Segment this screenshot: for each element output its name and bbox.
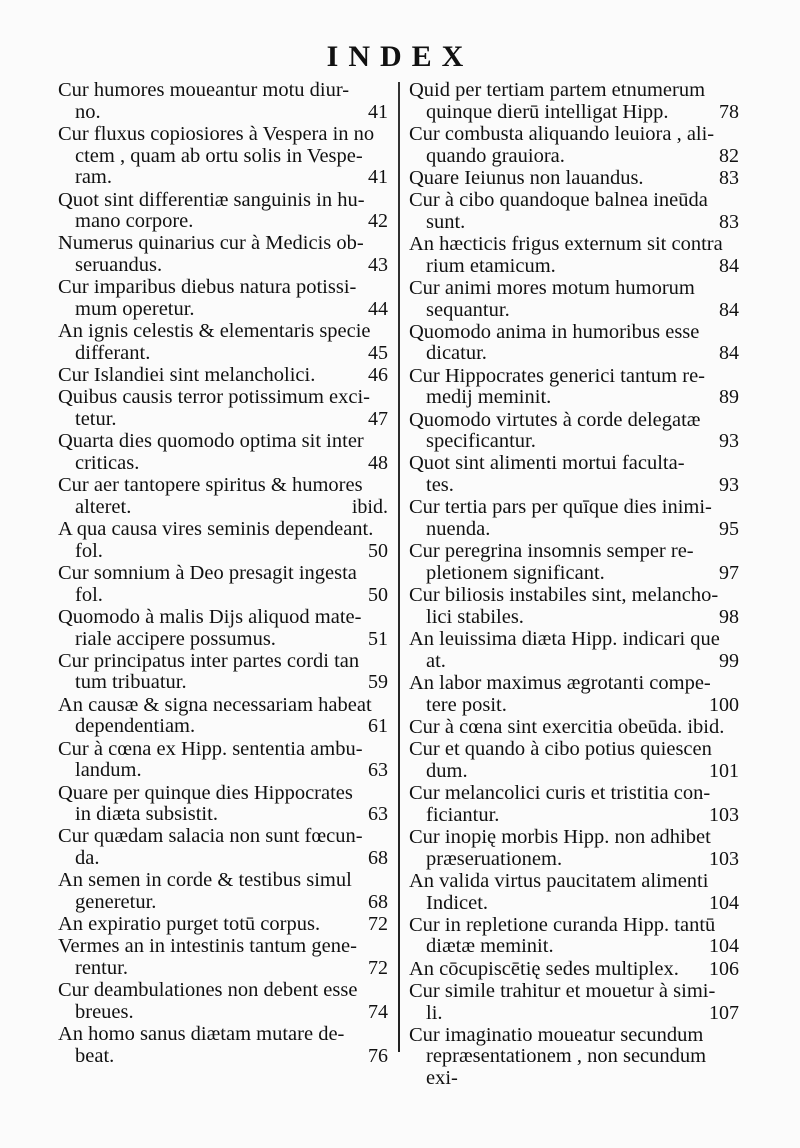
index-entry-text: Cur fluxus copiosiores à Vespera in no	[58, 122, 375, 145]
index-entry-text: An expiratio purget totū corpus.	[58, 913, 321, 936]
index-entry-text: Cur Islandiei sint melancholici.	[58, 364, 316, 387]
index-entry-text: sunt.	[426, 210, 466, 233]
index-entry-text: Cur deambulationes non debent esse	[58, 979, 358, 1002]
index-entry-text: rentur.	[75, 957, 128, 980]
index-entry	[409, 80, 739, 123]
index-entry	[409, 981, 739, 1024]
index-entry	[58, 651, 394, 694]
index-entry	[409, 673, 739, 716]
index-entry-text: A qua causa vires seminis dependeant.	[58, 518, 374, 541]
index-entry-text: Cur biliosis instabiles sint, melancho-	[409, 584, 719, 607]
index-entry	[409, 585, 739, 628]
index-entry	[409, 541, 739, 584]
index-entry-page-number: 103	[709, 803, 739, 826]
index-entry-page-number: 41	[368, 100, 388, 123]
index-entry-page-number: 68	[368, 847, 388, 870]
index-entry-page-number: 50	[368, 539, 388, 562]
index-entry-page-number: 83	[719, 166, 739, 189]
index-entry-text: dicatur.	[426, 342, 487, 365]
index-entry-text: riale accipere possumus.	[75, 627, 276, 650]
index-entry-text: at.	[426, 649, 446, 672]
index-entry-text: Cur à cibo quandoque balnea ineūda	[409, 189, 708, 212]
index-entry	[409, 783, 739, 826]
index-entry-text: differant.	[75, 341, 151, 364]
index-entry-page-number: 63	[368, 759, 388, 782]
index-entry-text: Cur imparibus diebus natura potissi-	[58, 276, 357, 299]
index-entry-text: Vermes an in intestinis tantum gene-	[58, 935, 357, 958]
index-entry	[409, 278, 739, 321]
index-entry-text: An leuissima diæta Hipp. indicari que	[409, 628, 720, 651]
index-entry-text: repræsentationem , non secundum	[426, 1045, 707, 1068]
index-entry-text: Quare per quinque dies Hippocrates	[58, 781, 353, 804]
index-entry	[58, 563, 394, 606]
index-entry-page-number: 100	[709, 693, 739, 716]
index-entry-text: fol.	[75, 583, 103, 606]
index-entry-text: Quibus causis terror potissimum exci-	[58, 386, 371, 409]
index-entry-text: lici stabiles.	[426, 605, 524, 628]
index-entry-text: tum tribuatur.	[75, 671, 187, 694]
index-entry-page-number: 89	[719, 386, 739, 409]
index-entry-text: Cur simile trahitur et mouetur à simi-	[409, 979, 716, 1002]
index-entry-text: alteret.	[75, 495, 132, 518]
index-entry-text: Quomodo virtutes à corde delegatæ	[409, 408, 701, 431]
index-entry-text: An homo sanus diætam mutare de-	[58, 1023, 345, 1046]
index-entry-text: pletionem significant.	[426, 561, 605, 584]
index-entry-text: Cur quædam salacia non sunt fœcun-	[58, 825, 363, 848]
index-entry	[58, 190, 394, 233]
index-entry	[409, 1025, 739, 1090]
index-entry-text: An ignis celestis & elementaris specie	[58, 320, 371, 343]
index-entry-text: Cur peregrina insomnis semper re-	[409, 540, 694, 563]
index-entry-page-number: 84	[719, 254, 739, 277]
index-entry-page-number: 78	[719, 100, 739, 123]
index-entry-text: tere posit.	[426, 693, 507, 716]
index-entry	[58, 739, 394, 782]
index-entry-page-number: 103	[709, 847, 739, 870]
index-entry-page-number: 50	[368, 583, 388, 606]
index-entry-text: Cur tertia pars per quīque dies inimi-	[409, 496, 712, 519]
index-entry-text: Cur à cœna sint exercitia obeūda. ibid.	[409, 715, 725, 738]
index-entry-text: Numerus quinarius cur à Medicis ob-	[58, 232, 364, 255]
index-entry-text: in diæta subsistit.	[75, 803, 218, 826]
index-entry-text: sequantur.	[426, 298, 510, 321]
index-entry-text: Quomodo anima in humoribus esse	[409, 320, 700, 343]
index-entry	[58, 914, 394, 936]
index-entry-text: li.	[426, 1001, 443, 1024]
index-entry-text: fol.	[75, 539, 103, 562]
index-entry-text: Quomodo à malis Dijs aliquod mate-	[58, 605, 362, 628]
index-entry	[409, 871, 739, 914]
index-entry	[58, 870, 394, 913]
index-entry-text: nuenda.	[426, 518, 491, 541]
index-entry-text: breues.	[75, 1001, 134, 1024]
index-entry-text: diætæ meminit.	[426, 935, 554, 958]
index-entry	[58, 277, 394, 320]
index-entry	[409, 959, 739, 981]
index-entry-page-number: 59	[368, 671, 388, 694]
index-entry-text: Cur Hippocrates generici tantum re-	[409, 364, 705, 387]
index-entry-page-number: 43	[368, 254, 388, 277]
index-entry	[409, 739, 739, 782]
index-entry-page-number: 72	[368, 913, 388, 936]
index-entry	[58, 80, 394, 123]
index-entry-page-number: 45	[368, 341, 388, 364]
index-entry-text: dum.	[426, 759, 468, 782]
index-entry-page-number: 46	[368, 364, 388, 387]
index-entry-page-number: 97	[719, 561, 739, 584]
index-entry	[58, 475, 394, 518]
index-entry-text: medij meminit.	[426, 386, 552, 409]
index-entry-text: Cur aer tantopere spiritus & humores	[58, 474, 363, 497]
index-entry	[409, 322, 739, 365]
index-column-right	[409, 80, 739, 1090]
index-entry-page-number: 61	[368, 715, 388, 738]
index-entry-page-number: 72	[368, 957, 388, 980]
index-entry	[58, 826, 394, 869]
index-entry-text: exi-	[426, 1067, 458, 1090]
index-entry-text: Cur principatus inter partes cordi tan	[58, 649, 360, 672]
index-entry-text: Quot sint alimenti mortui faculta-	[409, 452, 685, 475]
index-entry-text: Quarta dies quomodo optima sit inter	[58, 430, 364, 453]
index-entry-page-number: 95	[719, 518, 739, 541]
index-entry	[58, 387, 394, 430]
index-entry-text: landum.	[75, 759, 142, 782]
index-column-left	[58, 80, 394, 1068]
index-entry-text: criticas.	[75, 451, 140, 474]
index-entry-text: Quot sint differentiæ sanguinis in hu-	[58, 188, 365, 211]
index-entry-page-number: 93	[719, 474, 739, 497]
index-entry	[409, 124, 739, 167]
index-entry-page-number: 48	[368, 451, 388, 474]
index-entry-page-number: 63	[368, 803, 388, 826]
index-entry-text: tes.	[426, 474, 454, 497]
index-entry-page-number: 42	[368, 210, 388, 233]
index-entry	[58, 365, 394, 387]
index-entry-text: beat.	[75, 1044, 115, 1067]
index-entry	[58, 1024, 394, 1067]
index-entry-text: Cur imaginatio moueatur secundum	[409, 1023, 704, 1046]
index-entry-page-number: 93	[719, 430, 739, 453]
index-entry-text: An valida virtus paucitatem alimenti	[409, 869, 709, 892]
index-entry	[409, 629, 739, 672]
index-entry-text: An semen in corde & testibus simul	[58, 869, 352, 892]
index-entry	[409, 366, 739, 409]
index-entry-page-number: 104	[709, 891, 739, 914]
index-entry-text: mum operetur.	[75, 298, 195, 321]
index-entry	[58, 695, 394, 738]
index-entry-page-number: 99	[719, 649, 739, 672]
index-entry-page-number: 84	[719, 298, 739, 321]
index-entry-page-number: 84	[719, 342, 739, 365]
index-entry-text: da.	[75, 847, 100, 870]
index-entry-text: Cur in repletione curanda Hipp. tantū	[409, 913, 716, 936]
index-entry-text: Cur et quando à cibo potius quiescen	[409, 738, 712, 761]
index-entry-page-number: 106	[709, 957, 739, 980]
index-entry-text: Quare Ieiunus non lauandus.	[409, 166, 644, 189]
index-entry-text: An hæcticis frigus externum sit contra	[409, 232, 723, 255]
index-entry-text: An labor maximus ægrotanti compe-	[409, 671, 711, 694]
index-entry-text: Cur combusta aliquando leuiora , ali-	[409, 122, 715, 145]
index-entry-page-number: 101	[709, 759, 739, 782]
index-entry-text: Cur à cœna ex Hipp. sententia ambu-	[58, 737, 363, 760]
index-entry-page-number: 44	[368, 298, 388, 321]
index-entry-text: generetur.	[75, 891, 157, 914]
index-entry-text: quando grauiora.	[426, 144, 565, 167]
index-entry	[409, 190, 739, 233]
index-entry	[58, 936, 394, 979]
index-entry-page-number: 98	[719, 605, 739, 628]
index-entry	[58, 980, 394, 1023]
index-entry-page-number: 76	[368, 1044, 388, 1067]
index-entry-page-number: 41	[368, 166, 388, 189]
index-entry-page-number: 47	[368, 408, 388, 431]
page-header-title: INDEX	[326, 40, 474, 73]
index-entry	[409, 168, 739, 190]
index-entry-text: Quid per tertiam partem etnumerum	[409, 79, 706, 101]
index-entry	[58, 783, 394, 826]
index-entry-text: rium etamicum.	[426, 254, 556, 277]
index-entry-page-number: 107	[709, 1001, 739, 1024]
index-entry-text: ctem , quam ab ortu solis in Vespe-	[75, 144, 363, 167]
index-entry	[58, 431, 394, 474]
index-entry-text: Cur inopię morbis Hipp. non adhibet	[409, 825, 711, 848]
index-entry-text: Cur humores moueantur motu diur-	[58, 79, 350, 101]
index-entry-text: mano corpore.	[75, 210, 194, 233]
index-entry-page-number: 68	[368, 891, 388, 914]
index-entry-text: Cur melancolici curis et tristitia con-	[409, 782, 711, 804]
index-entry-text: seruandus.	[75, 254, 163, 277]
index-entry	[58, 124, 394, 189]
index-entry	[409, 915, 739, 958]
index-entry-text: præseruationem.	[426, 847, 563, 870]
index-entry-page-number: 104	[709, 935, 739, 958]
index-entry-text: Cur somnium à Deo presagit ingesta	[58, 561, 357, 584]
column-divider	[398, 82, 400, 1052]
index-entry	[409, 827, 739, 870]
index-entry	[58, 519, 394, 562]
index-entry	[409, 410, 739, 453]
index-entry-text: An cōcupiscētię sedes multiplex.	[409, 957, 679, 980]
index-entry-text: Indicet.	[426, 891, 489, 914]
index-entry	[58, 321, 394, 364]
index-entry-text: ficiantur.	[426, 803, 500, 826]
index-entry	[409, 497, 739, 540]
index-entry-page-number: 83	[719, 210, 739, 233]
index-entry	[58, 607, 394, 650]
index-entry-text: dependentiam.	[75, 715, 196, 738]
index-entry	[409, 234, 739, 277]
index-entry-text: An causæ & signa necessariam habeat	[58, 693, 372, 716]
index-entry-text: tetur.	[75, 408, 117, 431]
index-entry	[409, 717, 739, 739]
index-entry-text: Cur animi mores motum humorum	[409, 276, 695, 299]
index-entry-text: specificantur.	[426, 430, 536, 453]
index-entry-page-number: 51	[368, 627, 388, 650]
index-entry-page-number: 74	[368, 1001, 388, 1024]
index-entry-text: no.	[75, 100, 101, 123]
index-entry	[409, 453, 739, 496]
index-entry-text: quinque dierū intelligat Hipp.	[426, 100, 669, 123]
index-entry-page-number: ibid.	[351, 495, 388, 518]
index-entry-page-number: 82	[719, 144, 739, 167]
index-entry	[58, 233, 394, 276]
index-entry-text: ram.	[75, 166, 112, 189]
